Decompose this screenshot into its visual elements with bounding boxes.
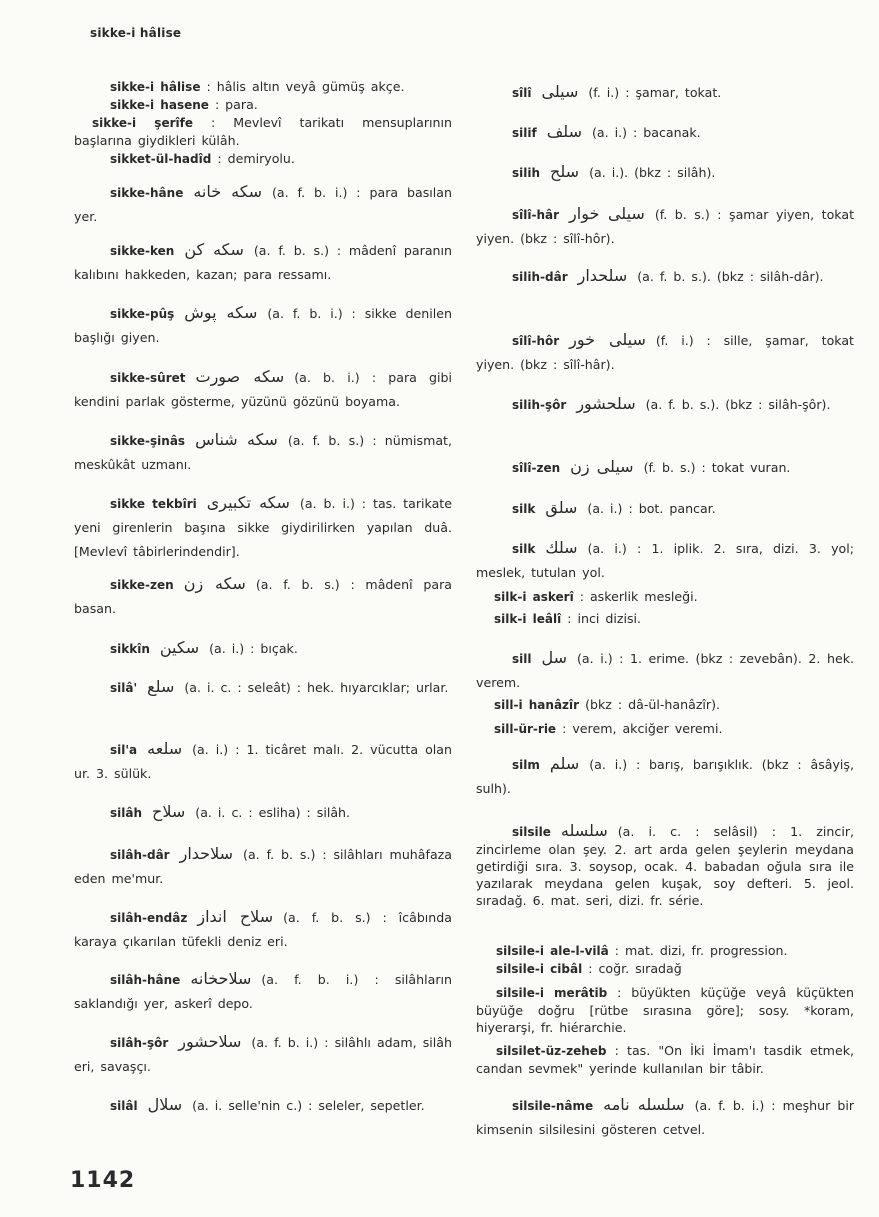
dictionary-entry [476,392,854,417]
dictionary-entry [74,800,452,825]
entry-ottoman-script: سيلى خور [569,330,646,349]
entry-ottoman-script: سلاحدار [179,844,234,863]
entry-ottoman-script: سلاح [152,802,186,821]
entry-definition: (a. i.) : 1. ticâret malı. 2. vücutta olan ur. 3. sülük. [74,742,452,781]
entry-headword: sikke-sûret [110,371,186,385]
dictionary-entry [476,80,854,105]
entry-ottoman-script: سلك [545,538,578,557]
dictionary-entry [476,536,854,585]
entry-definition: : hâlis altın veyâ gümüş akçe. [206,79,405,94]
entry-ottoman-script: سلم [549,754,580,773]
entry-definition: (a. i. c. : esliha) : silâh. [195,805,351,820]
entry-ottoman-script: سكه شناس [195,430,278,449]
entry-definition: (a. i.). (bkz : silâh). [589,165,716,180]
entry-definition: (f. i.) : şamar, tokat. [588,85,722,100]
dictionary-entry [476,1093,854,1142]
dictionary-entry [74,636,452,661]
dictionary-entry [476,160,854,185]
entry-headword: sikkîn [110,642,150,656]
entry-headword: sikke-şinâs [110,434,186,448]
entry-ottoman-script: سلف [546,122,582,141]
dictionary-entry [476,822,854,909]
entry-headword: silk [512,542,536,556]
dictionary-entry [74,737,452,786]
entry-headword: sil'a [110,743,138,757]
entry-definition: (a. i.) : barış, barışıklık. (bkz : âsâyiş, sulh). [476,757,854,796]
entry-definition: (a. f. b. i.) : silâhlı adam, silâh eri, savaşçı. [74,1035,452,1074]
entry-definition: (f. b. s.) : tokat vuran. [643,460,791,475]
entry-headword: silm [512,758,540,772]
entry-definition: (a. i.) : bot. pancar. [587,501,716,516]
entry-headword: sikke-hâne [110,186,184,200]
entry-headword: silsile [512,825,551,839]
entry-ottoman-script: سلق [545,498,578,517]
entry-definition: (f. b. s.) : şamar yiyen, tokat yiyen. (bkz : sîlî-hôr). [476,207,855,246]
entry-ottoman-script: سكه زن [183,574,246,593]
entry-definition: : demiryolu. [217,151,295,166]
entry-definition: : verem, akciğer veremi. [562,721,723,736]
entry-headword: sîlî [512,86,532,100]
entry-headword: silâh-endâz [110,911,188,925]
entry-definition: (a. b. i.) : tas. tarikate yeni girenlerin başına sikke giydirilirken yapılan duâ. [Mevlevî tâbirlerindendir]. [74,496,452,559]
entry-definition: (a. i.) : 1. iplik. 2. sıra, dizi. 3. yol; meslek, tutulan yol. [476,541,854,580]
entry-headword: silâh-dâr [110,848,170,862]
entry-ottoman-script: سلال [147,1095,183,1114]
entry-ottoman-script: سلاحشور [178,1032,242,1051]
entry-definition: (bkz : dâ-ül-hanâzîr). [585,697,721,712]
entry-ottoman-script: سكه كن [184,240,244,259]
entry-ottoman-script: سكه صورت [195,367,285,386]
dictionary-entry [476,120,854,145]
dictionary-entry [476,496,854,521]
entry-definition: (f. i.) : sille, şamar, tokat yiyen. (bkz : sîlî-hâr). [476,333,854,372]
dictionary-entry [74,905,452,954]
entry-headword: silk-i leâlî [494,612,562,626]
dictionary-entry [74,967,452,1016]
entry-headword: silâ' [110,681,138,695]
entry-headword: silâh-şôr [110,1036,169,1050]
dictionary-entry [476,960,854,978]
entry-headword: silif [512,126,537,140]
dictionary-entry [476,752,854,801]
dictionary-entry [74,78,452,96]
entry-headword: sill-i hanâzîr [494,698,580,712]
entry-headword: sill-ür-rie [494,722,557,736]
dictionary-entry [476,588,854,606]
entry-headword: sîlî-zen [512,461,561,475]
dictionary-entry [74,301,452,350]
entry-headword: silâl [110,1099,138,1113]
entry-ottoman-script: سكه تكبيرى [206,493,290,512]
dictionary-entry [476,984,854,1036]
entry-headword: silih [512,166,541,180]
page-number: 1142 [70,1168,136,1193]
entry-definition: (a. i. selle'nin c.) : seleler, sepetler. [192,1098,425,1113]
entry-ottoman-script: سلعه [147,739,183,758]
entry-headword: sikke-pûş [110,307,175,321]
dictionary-entry [74,150,452,168]
dictionary-entry [476,646,854,695]
dictionary-entry [476,942,854,960]
dictionary-entry [74,572,452,621]
entry-definition: : inci dizisi. [567,611,642,626]
entry-headword: sill [512,652,532,666]
entry-definition: (a. f. b. s.) : îcâbında karaya çıkarılan tüfekli deniz eri. [74,910,453,949]
dictionary-entry [74,1030,452,1079]
entry-definition: (a. b. i.) : para gibi kendini parlak gösterme, yüzünü gözünü boyama. [74,370,453,409]
dictionary-entry [476,202,854,251]
entry-headword: silk-i askerî [494,590,574,604]
entry-definition: : askerlik mesleği. [579,589,698,604]
entry-definition: (a. f. b. s.). (bkz : silâh-şôr). [645,397,831,412]
entry-definition: : coğr. sıradağ [588,961,682,976]
entry-headword: sikke-i hasene [110,98,209,112]
entry-definition: (a. i. c. : selâsil) : 1. zincir, zincirleme olan şey. 2. art arda gelen şeylerin meydana getirdiği sıra. 3. soysop, ocak. 4. babadan oğula sıra ile yazılarak meydana gelen kuşak, soy defteri. 5. jeol. sıradağ. 6. mat. seri, dizi. fr. série. [476,824,854,908]
entry-definition: (a. f. b. s.) : mâdenî para basan. [74,577,452,616]
entry-ottoman-script: سيلى زن [570,457,634,476]
entry-headword: silsilet-üz-zeheb [496,1044,607,1058]
dictionary-entry [476,610,854,628]
entry-headword: sîlî-hôr [512,334,560,348]
dictionary-entry [74,1093,452,1118]
entry-ottoman-script: سلح [550,162,580,181]
entry-headword: sikke-i şerîfe [92,116,193,130]
running-head: sikke-i hâlise [90,26,182,40]
dictionary-entry [476,696,854,714]
entry-ottoman-script: سلاحخانه [190,969,252,988]
dictionary-entry [476,264,854,289]
entry-headword: sikke-zen [110,578,174,592]
entry-definition: (a. f. b. s.) : nümismat, meskûkât uzmanı. [74,433,453,472]
entry-headword: silsile-nâme [512,1099,594,1113]
dictionary-entry [476,455,854,480]
entry-definition: (a. f. b. s.) : mâdenî paranın kalıbını hakkeden, kazan; para ressamı. [74,243,453,282]
entry-definition: : Mevlevî tarikatı mensuplarının başlarına giydikleri külâh. [74,115,452,148]
entry-headword: sikket-ül-hadîd [110,152,212,166]
entry-headword: silih-şôr [512,398,567,412]
dictionary-entry [476,1042,854,1077]
entry-headword: sikke-i hâlise [110,80,201,94]
entry-definition: (a. i.) : 1. erime. (bkz : zevebân). 2. hek. verem. [476,651,854,690]
entry-headword: sikke-ken [110,244,175,258]
entry-headword: silâh-hâne [110,973,181,987]
dictionary-entry [74,365,452,414]
entry-headword: silsile-i cibâl [496,962,583,976]
dictionary-entry [74,180,452,229]
entry-ottoman-script: سلحدار [577,266,628,285]
entry-ottoman-script: سكه پوش [184,303,258,322]
entry-definition: (a. i. c. : seleât) : hek. hıyarcıklar; urlar. [184,680,449,695]
entry-headword: silk [512,502,536,516]
entry-ottoman-script: سلسله نامه [603,1095,685,1114]
entry-ottoman-script: سلسله [560,821,608,840]
entry-ottoman-script: سيلى خوار [569,204,645,223]
entry-headword: silsile-i merâtib [496,986,608,1000]
entry-definition: (a. f. b. i.) : meşhur bir kimsenin silsilesini gösteren cetvel. [476,1098,854,1137]
dictionary-entry [74,675,452,700]
dictionary-entry [74,114,452,149]
entry-definition: (a. i.) : bacanak. [591,125,701,140]
entry-headword: silâh [110,806,143,820]
entry-definition: (a. f. b. i.) : para basılan yer. [74,185,453,224]
dictionary-entry [74,428,452,477]
entry-definition: (a. f. b. s.). (bkz : silâh-dâr). [637,269,824,284]
entry-ottoman-script: سلع [147,677,175,696]
dictionary-entry [476,328,854,377]
entry-definition: (a. f. b. s.) : silâhları muhâfaza eden me'mur. [74,847,452,886]
entry-ottoman-script: سكين [159,638,200,657]
entry-ottoman-script: سل [541,648,568,667]
dictionary-entry [476,720,854,738]
dictionary-entry [74,842,452,891]
dictionary-entry [74,491,452,564]
entry-ottoman-script: سيلى [541,82,579,101]
entry-definition: (a. f. b. i.) : silâhların saklandığı yer, askerî depo. [74,972,452,1011]
entry-headword: sîlî-hâr [512,208,560,222]
entry-definition: : tas. "On İki İmam'ı tasdik etmek, candan sevmek" yerinde kullanılan bir tâbir. [476,1043,854,1076]
entry-headword: silih-dâr [512,270,568,284]
entry-headword: silsile-i ale-l-vilâ [496,944,609,958]
entry-ottoman-script: سكه خانه [193,182,262,201]
entry-headword: sikke tekbîri [110,497,197,511]
dictionary-entry [74,238,452,287]
entry-definition: (a. i.) : bıçak. [209,641,298,656]
entry-definition: (a. f. b. i.) : sikke denilen başlığı giyen. [74,306,452,345]
entry-definition: : mat. dizi, fr. progression. [614,943,788,958]
entry-ottoman-script: سلاح انداز [197,907,274,926]
entry-definition: : para. [214,97,258,112]
dictionary-entry [74,96,452,114]
entry-ottoman-script: سلحشور [576,394,636,413]
entry-definition: : büyükten küçüğe veyâ küçükten büyüğe doğru [rütbe sırasına göre]; sosy. *koram, hiyerarşi, fr. hiérarchie. [476,985,854,1035]
